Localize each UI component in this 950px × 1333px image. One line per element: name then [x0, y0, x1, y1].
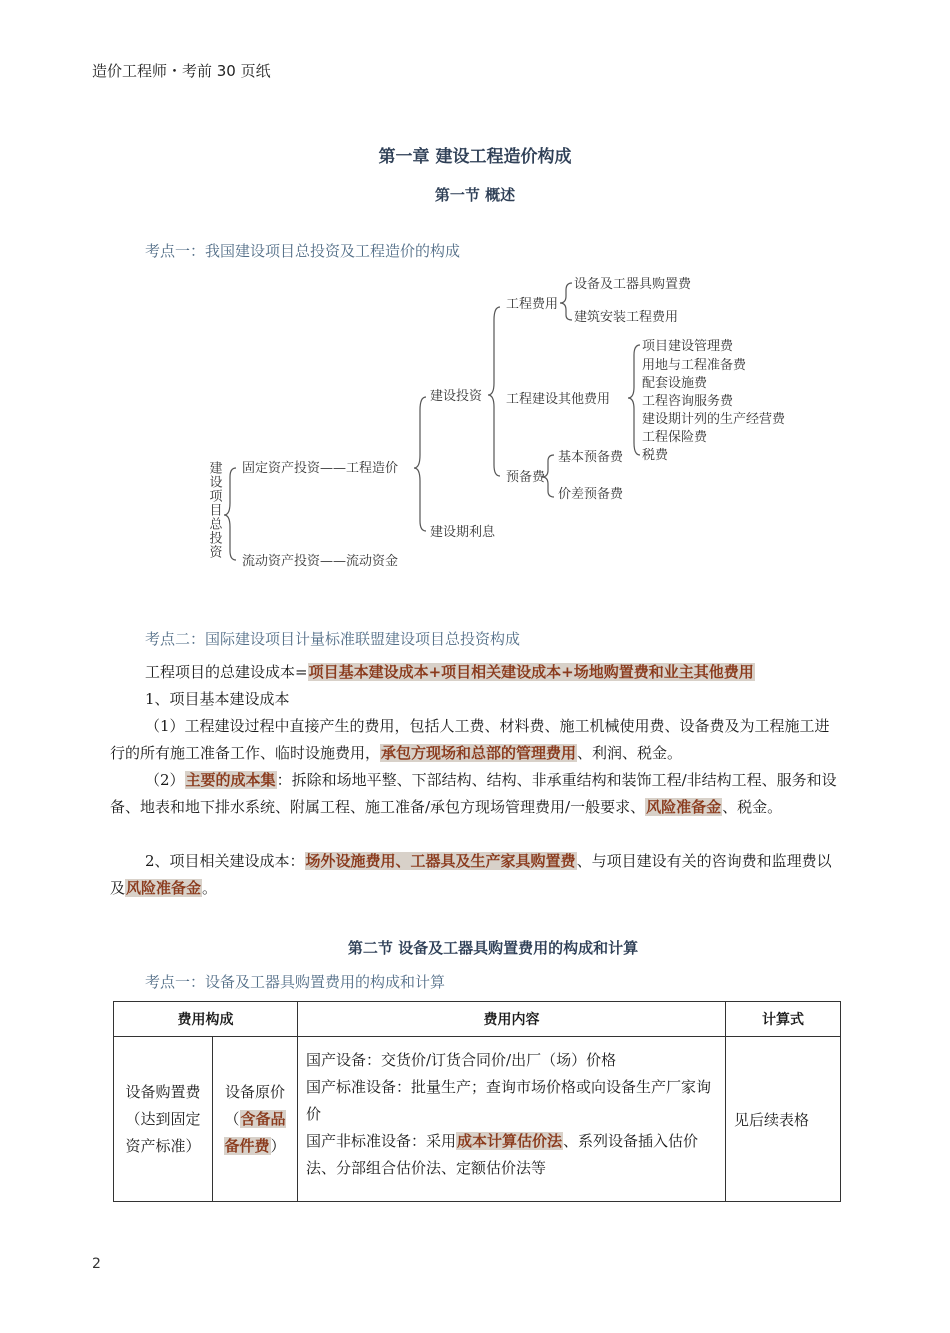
- text: （1）工程建设过程中直接产生的费用，包括人工费、材料费、施工机械使用费、设备费及为工程施工进行的所有施工准备工作、临时设施费用，: [110, 717, 830, 762]
- table-cell: 设备购置费（达到固定资产标准）: [114, 1037, 213, 1202]
- content-line: 国产标准设备：批量生产；查询市场价格或向设备生产厂家询价: [306, 1078, 712, 1123]
- item-title: 1、项目基本建设成本: [145, 690, 290, 708]
- diagram-other-item: 工程咨询服务费: [642, 394, 734, 409]
- item-paragraph: [110, 848, 840, 902]
- highlight-text: 场外设施费用、工器具及生产家具购置费: [305, 852, 576, 870]
- diagram-other-item: 项目建设管理费: [642, 339, 734, 354]
- table-header-row: [114, 1002, 841, 1037]
- diagram-other-item: 建设期计列的生产经营费: [642, 412, 786, 427]
- formula-prefix: 工程项目的总建设成本=: [145, 663, 308, 681]
- text: 。: [202, 879, 218, 897]
- formula-highlight: 项目基本建设成本+项目相关建设成本+场地购置费和业主其他费用: [308, 663, 754, 681]
- diagram-fixed: 固定资产投资——工程造价: [242, 461, 399, 476]
- text: ：拆除和场地平整、下部结构、结构、非承重结构和装饰工程/非结构工程、服务和设备、地表和地下排水系统、附属工程、施工准备/承包方现场管理费用/一般要求、: [110, 771, 837, 816]
- highlight-text: 风险准备金: [646, 798, 722, 816]
- table-header: 费用构成: [114, 1002, 298, 1037]
- text: 设备原价（: [224, 1082, 285, 1128]
- key-point-title: 考点一：我国建设项目总投资及工程造价的构成: [145, 242, 461, 260]
- diagram-other-item: 税费: [642, 448, 669, 463]
- table-header: 计算式: [726, 1002, 841, 1037]
- text: 、系列设备插入估价法、分部组合估价法、定额估价法等: [306, 1132, 699, 1177]
- highlight-text: 成本计算估价法: [457, 1132, 563, 1150]
- section-title: 第一节 概述: [434, 186, 516, 204]
- text: 、税金。: [722, 798, 783, 816]
- running-header: 造价工程师・考前 30 页纸: [92, 62, 271, 80]
- item-paragraph: [110, 767, 840, 821]
- diagram-reserve: 预备费: [506, 470, 546, 485]
- diagram-root: 建设项目总投资: [206, 461, 222, 559]
- formula-paragraph: [145, 659, 755, 686]
- cost-table: [113, 1001, 841, 1202]
- diagram-engineering-cost: 工程费用: [506, 297, 559, 312]
- investment-tree-diagram: [190, 265, 830, 585]
- table-header: 费用内容: [298, 1002, 726, 1037]
- highlight-text: 主要的成本集: [185, 771, 276, 789]
- content-line: 国产设备：交货价/订货合同价/出厂（场）价格: [306, 1051, 617, 1069]
- chapter-title: 第一章 建设工程造价构成: [378, 147, 572, 167]
- text: 国产非标准设备：采用: [306, 1132, 457, 1150]
- highlight-text: 含备品备件费: [224, 1109, 286, 1155]
- diagram-basic-reserve: 基本预备费: [558, 450, 624, 465]
- diagram-other-item: 工程保险费: [642, 430, 708, 445]
- highlight-text: 风险准备金: [126, 879, 202, 897]
- section-title: 第二节 设备及工器具购置费用的构成和计算: [347, 939, 639, 957]
- diagram-price-reserve: 价差预备费: [558, 487, 624, 502]
- diagram-liquid: 流动资产投资——流动资金: [242, 554, 399, 569]
- text: 2、项目相关建设成本：: [145, 852, 305, 870]
- item-paragraph: [110, 713, 840, 767]
- page-number: 2: [92, 1256, 101, 1272]
- root-brace: [224, 468, 236, 560]
- diagram-other-item: 用地与工程准备费: [642, 358, 747, 373]
- invest-brace: [488, 307, 500, 476]
- text: （2）: [145, 771, 185, 789]
- table-row: [114, 1037, 841, 1202]
- highlight-text: 承包方现场和总部的管理费用: [381, 744, 577, 762]
- diagram-interest: 建设期利息: [430, 525, 496, 540]
- text: 、利润、税金。: [577, 744, 683, 762]
- table-cell: 见后续表格: [726, 1037, 841, 1202]
- key-point-title: 考点一：设备及工器具购置费用的构成和计算: [145, 973, 446, 991]
- content-line: [306, 1128, 717, 1182]
- diagram-other-cost: 工程建设其他费用: [506, 392, 611, 407]
- engineering-brace: [560, 283, 572, 320]
- key-point-title: 考点二：国际建设项目计量标准联盟建设项目总投资构成: [145, 630, 521, 648]
- text: ）: [270, 1136, 286, 1155]
- text: 、与项目建设有关的咨询费和监理费以及: [110, 852, 832, 897]
- diagram-build-invest: 建设投资: [430, 389, 483, 404]
- table-cell: [298, 1037, 726, 1202]
- table-cell: [213, 1037, 298, 1202]
- diagram-other-item: 配套设施费: [642, 376, 708, 391]
- cost-brace: [414, 397, 426, 531]
- other-brace: [628, 345, 640, 455]
- diagram-construction: 建筑安装工程费用: [574, 310, 679, 325]
- diagram-equipment: 设备及工器具购置费: [574, 277, 692, 292]
